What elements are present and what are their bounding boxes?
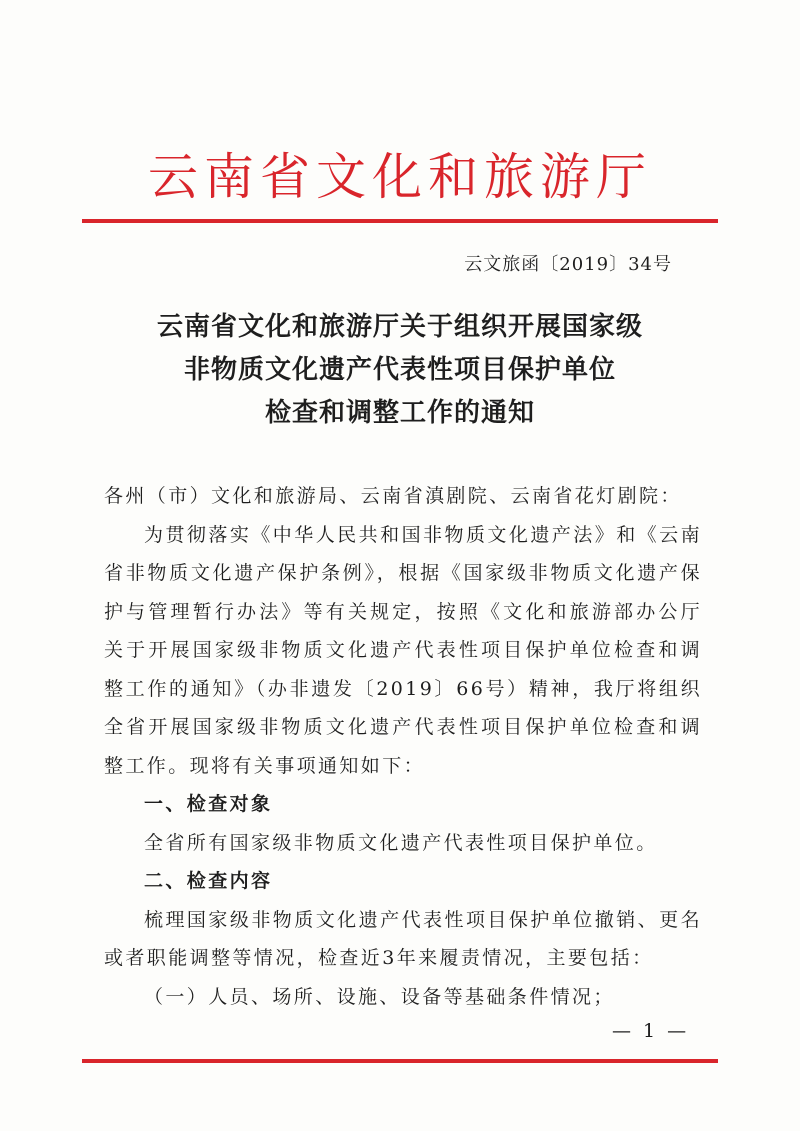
intro-paragraph: 为贯彻落实《中华人民共和国非物质文化遗产法》和《云南省非物质文化遗产保护条例》，根据《国家级非物质文化遗产保护与管理暂行办法》等有关规定，按照《文化和旅游部办公厅关于开展国家级非物质文化遗产代表性项目保护单位检查和调整工作的通知》（办非遗发〔2019〕66号）精神，我厅将组织全省开展国家级非物质文化遗产代表性项目保护单位检查和调整工作。现将有关事项通知如下： [104, 523, 702, 777]
document-number: 云文旅函〔2019〕34号 [464, 254, 672, 275]
agency-header-title: 云南省文化和旅游厅 [148, 148, 652, 206]
title-line-3: 检查和调整工作的通知 [264, 398, 535, 428]
section-2-text: 梳理国家级非物质文化遗产代表性项目保护单位撤销、更名或者职能调整等情况，检查近3年来履责情况，主要包括： [104, 908, 702, 969]
salutation: 各州（市）文化和旅游局、云南省滇剧院、云南省花灯剧院： [104, 485, 682, 507]
section-2-item-1: （一）人员、场所、设施、设备等基础条件情况； [144, 985, 615, 1008]
title-line-1: 云南省文化和旅游厅关于组织开展国家级 [156, 312, 643, 342]
page-number: — 1 — [612, 1020, 690, 1042]
header-red-rule [82, 219, 718, 223]
section-1-text: 全省所有国家级非物质文化遗产代表性项目保护单位。 [144, 831, 658, 854]
section-2-heading: 二、检查内容 [144, 870, 273, 892]
title-line-2: 非物质文化遗产代表性项目保护单位 [183, 355, 616, 385]
document-title [0, 306, 800, 435]
footer-red-rule [82, 1059, 718, 1063]
document-body [104, 477, 702, 1016]
section-1-heading: 一、检查对象 [144, 793, 273, 815]
